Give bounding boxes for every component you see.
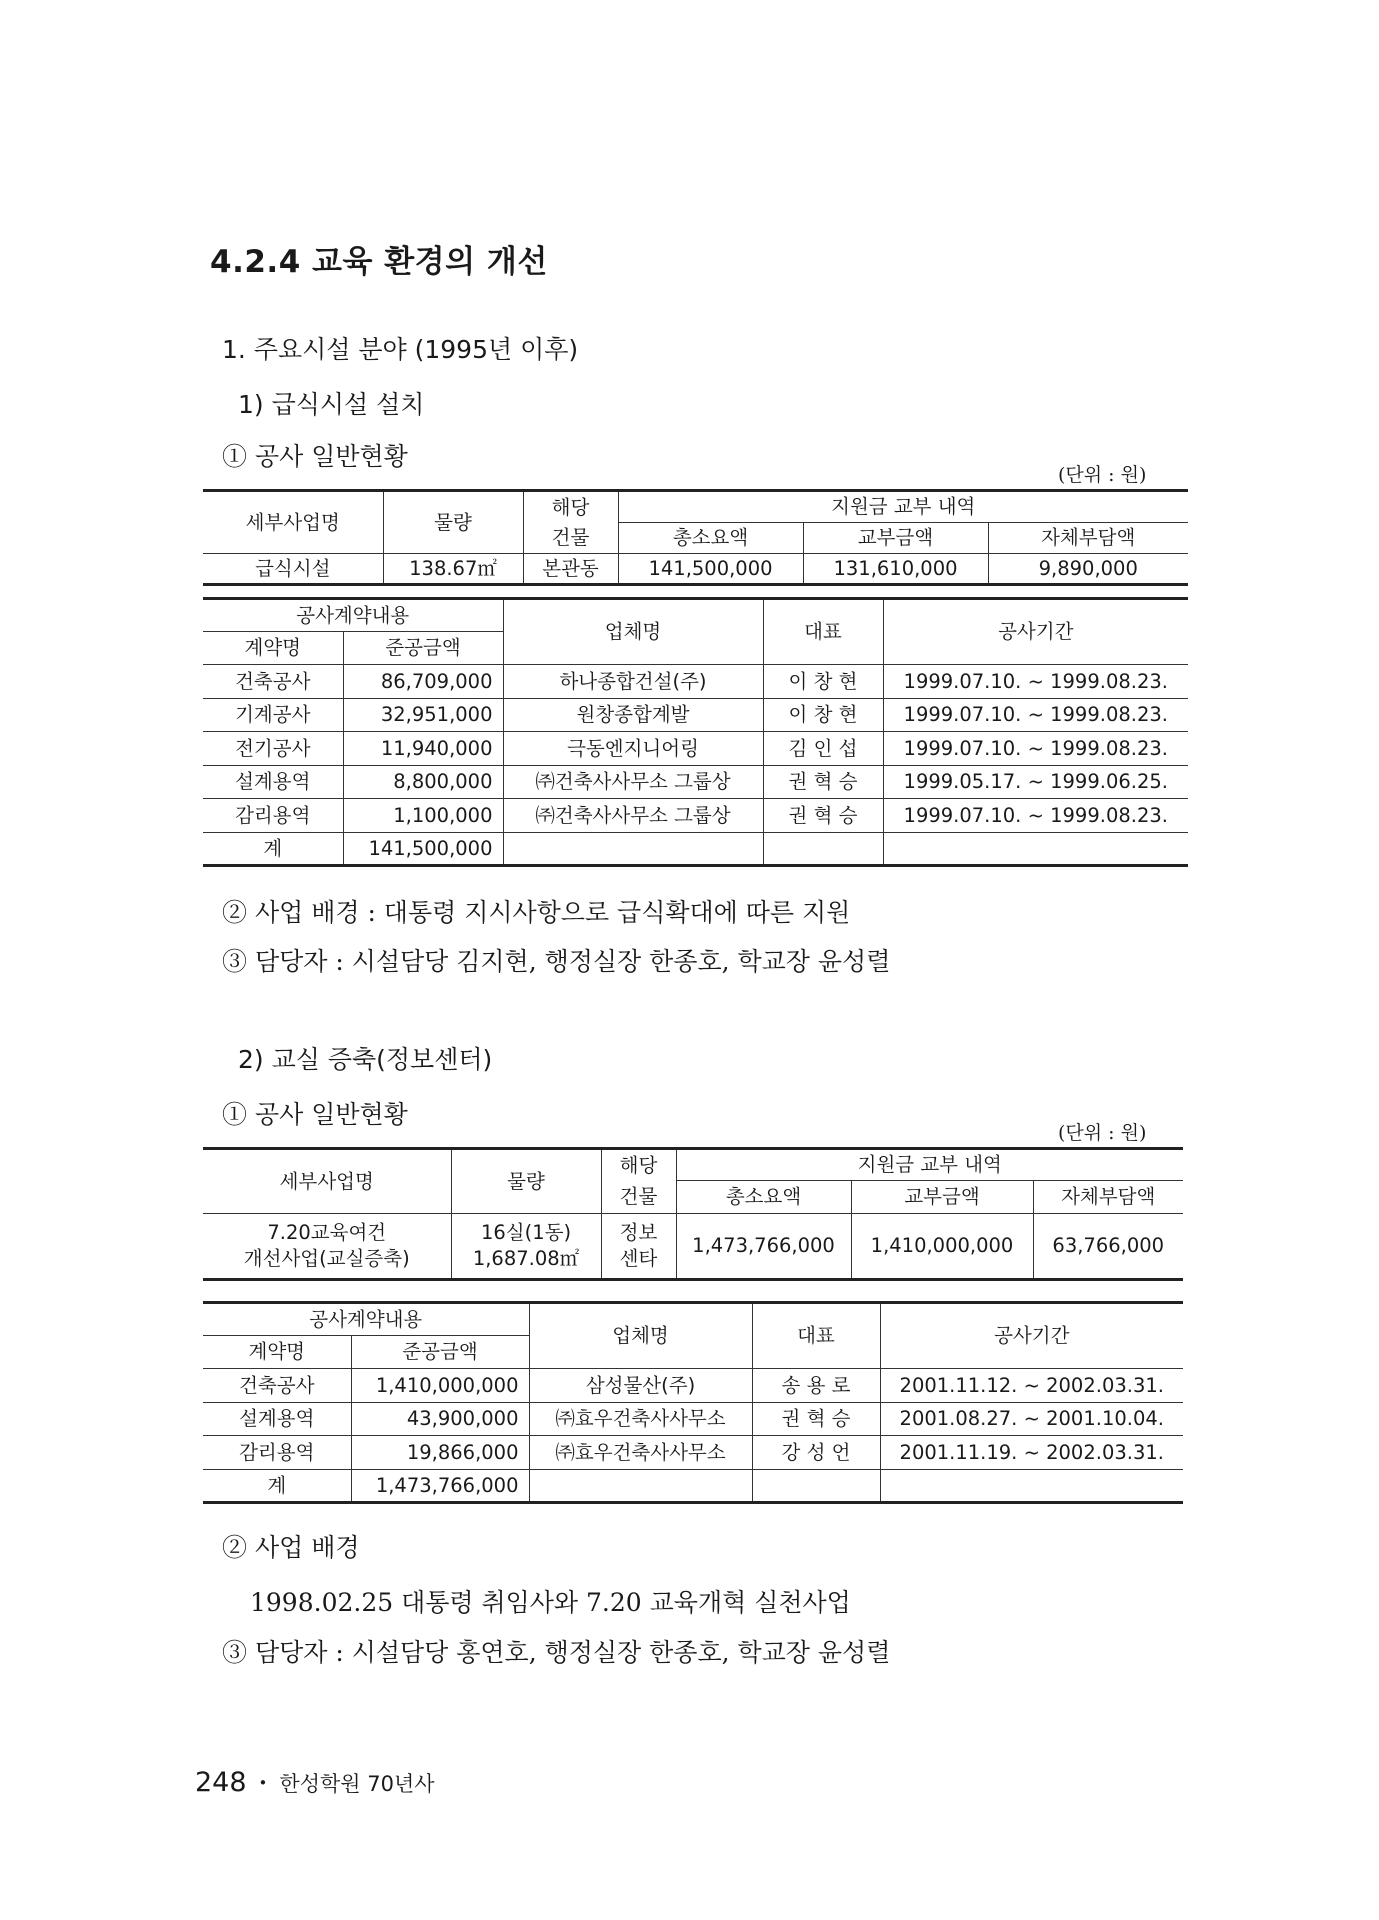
cell-total-amount: 141,500,000: [343, 832, 503, 866]
bullet-icon: •: [258, 1773, 268, 1792]
header-amount: 준공금액: [351, 1336, 529, 1369]
table-total-row: [203, 832, 1188, 866]
cell-company: 극동엔지니어링: [503, 732, 763, 766]
cell-company: ㈜효우건축사사무소: [529, 1436, 752, 1470]
cell-contract-name: 건축공사: [203, 1369, 351, 1403]
cell-total-label: 계: [203, 832, 343, 866]
header-funding: 지원금 교부 내역: [676, 1149, 1183, 1181]
item-2-summary-table: [203, 1147, 1183, 1281]
cell-empty: [529, 1469, 752, 1503]
cell-rep: 이 창 현: [763, 665, 883, 699]
cell-period: 1999.07.10. ~ 1999.08.23.: [883, 665, 1188, 699]
table-row: [203, 665, 1188, 699]
cell-period: 1999.05.17. ~ 1999.06.25.: [883, 765, 1188, 799]
book-title: 한성학원 70년사: [279, 1771, 435, 1796]
item-2-contract-table: [203, 1301, 1183, 1504]
table-row: [203, 1436, 1183, 1470]
cell-project-line-2: 개선사업(교실증축): [243, 1247, 410, 1270]
cell-company: 하나종합건설(주): [503, 665, 763, 699]
header-company: 업체명: [529, 1303, 752, 1369]
table-row: [203, 698, 1188, 732]
cell-amount: 8,800,000: [343, 765, 503, 799]
item-1-background: ② 사업 배경 : 대통령 지시사항으로 급식확대에 따른 지원: [222, 898, 851, 927]
header-building-2: 건물: [523, 523, 618, 554]
header-building-2: 건물: [601, 1181, 676, 1214]
cell-period: 1999.07.10. ~ 1999.08.23.: [883, 698, 1188, 732]
table-row: [203, 1369, 1183, 1403]
header-period: 공사기간: [883, 599, 1188, 665]
cell-quantity: 138.67㎡: [383, 554, 523, 585]
item-1-unit: (단위 : 원): [1058, 464, 1147, 486]
cell-project: 급식시설: [203, 554, 383, 585]
header-building: 해당: [601, 1149, 676, 1181]
item-2-unit: (단위 : 원): [1058, 1122, 1147, 1144]
cell-company: ㈜건축사사무소 그룹상: [503, 765, 763, 799]
item-1-contract-table: [203, 597, 1188, 867]
item-2-title: 2) 교실 증축(정보센터): [238, 1045, 493, 1074]
cell-quantity: [451, 1214, 601, 1280]
header-rep: 대표: [763, 599, 883, 665]
cell-self: 63,766,000: [1033, 1214, 1183, 1280]
cell-rep: 권 혁 승: [752, 1402, 880, 1436]
cell-rep: 강 성 언: [752, 1436, 880, 1470]
cell-amount: 1,100,000: [343, 799, 503, 833]
cell-amount: 19,866,000: [351, 1436, 529, 1470]
header-total: 총소요액: [676, 1181, 851, 1214]
cell-rep: 김 인 섭: [763, 732, 883, 766]
header-self: 자체부담액: [1033, 1181, 1183, 1214]
header-building: 해당: [523, 491, 618, 523]
subsection-title: 1. 주요시설 분야 (1995년 이후): [222, 335, 579, 364]
header-quantity: 물량: [451, 1149, 601, 1214]
cell-company: 삼성물산(주): [529, 1369, 752, 1403]
item-1-title: 1) 급식시설 설치: [238, 390, 425, 419]
cell-building: 본관동: [523, 554, 618, 585]
table-row: [203, 799, 1188, 833]
item-2-background-text: 1998.02.25 대통령 취임사와 7.20 교육개혁 실천사업: [250, 1588, 851, 1617]
cell-contract-name: 건축공사: [203, 665, 343, 699]
cell-period: 2001.11.12. ~ 2002.03.31.: [880, 1369, 1183, 1403]
cell-amount: 43,900,000: [351, 1402, 529, 1436]
cell-amount: 1,410,000,000: [351, 1369, 529, 1403]
table-row: [203, 554, 1188, 585]
cell-building: [601, 1214, 676, 1280]
cell-rep: 권 혁 승: [763, 799, 883, 833]
cell-rep: 권 혁 승: [763, 765, 883, 799]
table-row: [203, 1214, 1183, 1280]
cell-quantity-line-1: 16실(1동): [480, 1220, 572, 1244]
header-self: 자체부담액: [988, 523, 1188, 554]
cell-amount: 11,940,000: [343, 732, 503, 766]
page-footer: [195, 1767, 435, 1798]
cell-empty: [763, 832, 883, 866]
header-grant: 교부금액: [851, 1181, 1033, 1214]
cell-total: 1,473,766,000: [676, 1214, 851, 1280]
section-title: 4.2.4 교육 환경의 개선: [210, 244, 548, 280]
item-1-manager: ③ 담당자 : 시설담당 김지현, 행정실장 한종호, 학교장 윤성렬: [222, 947, 891, 976]
header-rep: 대표: [752, 1303, 880, 1369]
cell-rep: 이 창 현: [763, 698, 883, 732]
header-grant: 교부금액: [803, 523, 988, 554]
item-2-overview-label: ① 공사 일반현황: [222, 1100, 408, 1129]
header-funding: 지원금 교부 내역: [618, 491, 1188, 523]
cell-contract-name: 감리용역: [203, 799, 343, 833]
item-1-overview-label: ① 공사 일반현황: [222, 442, 408, 471]
cell-company: ㈜건축사사무소 그룹상: [503, 799, 763, 833]
cell-rep: 송 용 로: [752, 1369, 880, 1403]
cell-project: [203, 1214, 451, 1280]
cell-period: 1999.07.10. ~ 1999.08.23.: [883, 799, 1188, 833]
item-1-summary-table: [203, 489, 1188, 586]
cell-total-amount: 1,473,766,000: [351, 1469, 529, 1503]
cell-self: 9,890,000: [988, 554, 1188, 585]
header-company: 업체명: [503, 599, 763, 665]
cell-contract-name: 설계용역: [203, 1402, 351, 1436]
cell-quantity-line-2: 1,687.08㎡: [472, 1247, 580, 1270]
cell-grant: 131,610,000: [803, 554, 988, 585]
cell-building-line-1: 정보: [619, 1220, 658, 1244]
cell-grant: 1,410,000,000: [851, 1214, 1033, 1280]
header-project: 세부사업명: [203, 491, 383, 554]
cell-empty: [880, 1469, 1183, 1503]
cell-empty: [503, 832, 763, 866]
cell-contract-name: 감리용역: [203, 1436, 351, 1470]
table-total-row: [203, 1469, 1183, 1503]
cell-contract-name: 기계공사: [203, 698, 343, 732]
header-total: 총소요액: [618, 523, 803, 554]
cell-amount: 86,709,000: [343, 665, 503, 699]
header-contract-name: 계약명: [203, 632, 343, 665]
cell-total-label: 계: [203, 1469, 351, 1503]
cell-period: 2001.08.27. ~ 2001.10.04.: [880, 1402, 1183, 1436]
header-contract-name: 계약명: [203, 1336, 351, 1369]
cell-contract-name: 전기공사: [203, 732, 343, 766]
cell-project-line-1: 7.20교육여건: [267, 1220, 387, 1244]
header-quantity: 물량: [383, 491, 523, 554]
cell-company: ㈜효우건축사사무소: [529, 1402, 752, 1436]
cell-empty: [883, 832, 1188, 866]
table-row: [203, 732, 1188, 766]
cell-building-line-2: 센타: [619, 1247, 658, 1270]
cell-empty: [752, 1469, 880, 1503]
cell-total: 141,500,000: [618, 554, 803, 585]
cell-period: 1999.07.10. ~ 1999.08.23.: [883, 732, 1188, 766]
header-amount: 준공금액: [343, 632, 503, 665]
cell-period: 2001.11.19. ~ 2002.03.31.: [880, 1436, 1183, 1470]
table-row: [203, 1402, 1183, 1436]
item-2-background-label: ② 사업 배경: [222, 1533, 360, 1562]
cell-contract-name: 설계용역: [203, 765, 343, 799]
table-row: [203, 765, 1188, 799]
header-contract-group: 공사계약내용: [203, 1303, 529, 1336]
header-project: 세부사업명: [203, 1149, 451, 1214]
cell-amount: 32,951,000: [343, 698, 503, 732]
header-period: 공사기간: [880, 1303, 1183, 1369]
cell-company: 원창종합계발: [503, 698, 763, 732]
page-number: 248: [195, 1767, 247, 1798]
item-2-manager: ③ 담당자 : 시설담당 홍연호, 행정실장 한종호, 학교장 윤성렬: [222, 1638, 891, 1667]
header-contract-group: 공사계약내용: [203, 599, 503, 632]
